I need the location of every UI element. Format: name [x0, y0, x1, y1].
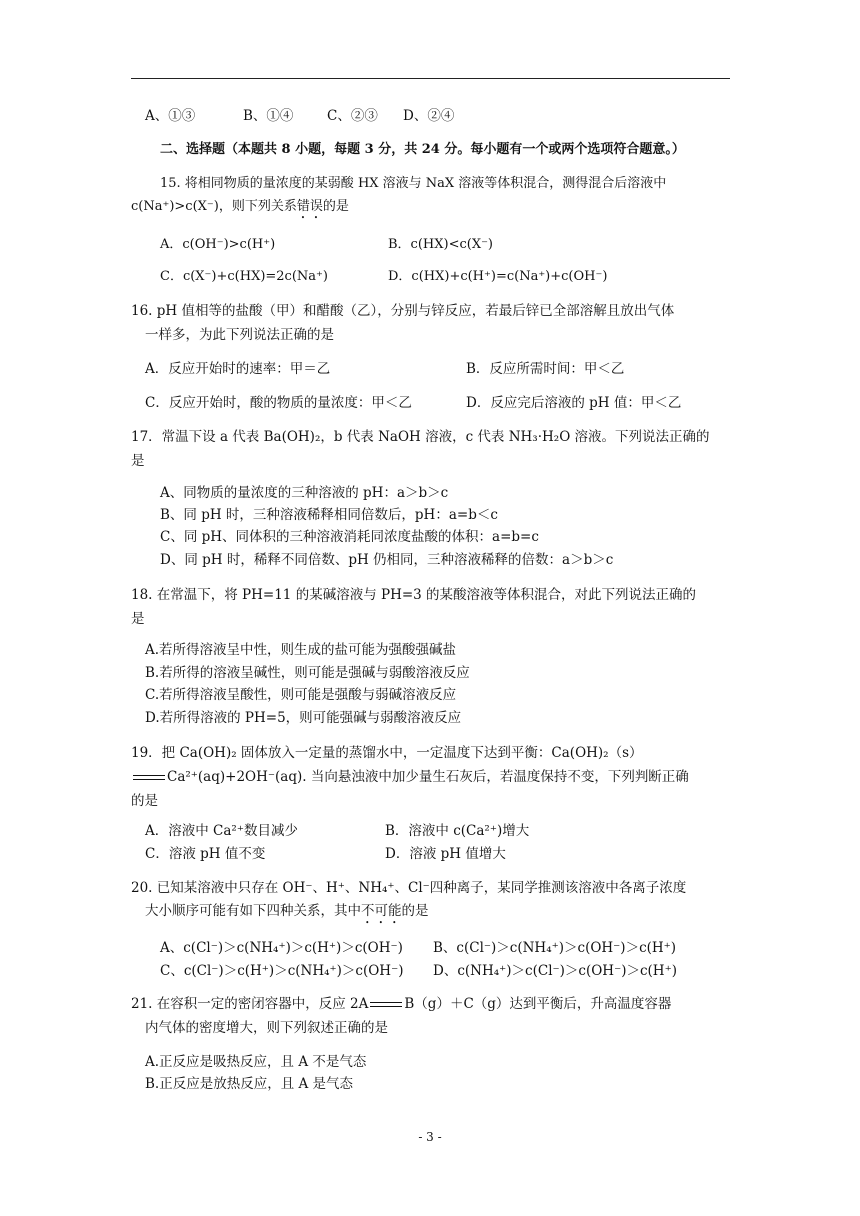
q14-option-b: B、①④	[243, 108, 294, 124]
q20-option-c: C、c(Cl⁻)＞c(H⁺)＞c(NH₄⁺)＞c(OH⁻)	[160, 963, 404, 979]
q16-option-b: B．反应所需时间：甲＜乙	[466, 361, 625, 377]
q20-option-b: B、c(Cl⁻)＞c(NH₄⁺)＞c(OH⁻)＞c(H⁺)	[433, 940, 677, 956]
q19-stem-line1: 19．把 Ca(OH)₂ 固体放入一定量的蒸馏水中，一定温度下达到平衡：Ca(OH)₂（s）	[131, 745, 643, 761]
q17-option-b: B、同 pH 时，三种溶液稀释相同倍数后，pH：a=b＜c	[160, 507, 498, 523]
q21-stem-line2: 内气体的密度增大，则下列叙述正确的是	[145, 1020, 388, 1036]
q21-option-a: A.正反应是吸热反应，且 A 不是气态	[145, 1054, 367, 1070]
q19-option-d: D．溶液 pH 值增大	[385, 846, 506, 862]
equilibrium-arrow-icon	[370, 1000, 402, 1010]
q19-option-b: B．溶液中 c(Ca²⁺)增大	[385, 823, 530, 839]
section-2-title: 二、选择题（本题共 8 小题，每题 3 分，共 24 分。每小题有一个或两个选项符合题意。）	[160, 142, 685, 157]
q19-stem-line3: 的是	[131, 793, 158, 809]
equilibrium-arrow-icon	[133, 773, 165, 783]
q15-stem-line2: c(Na⁺)>c(X⁻)，则下列关系错误的是	[131, 199, 349, 214]
q19-stem-line2: Ca²⁺(aq)+2OH⁻(aq). 当向悬浊液中加少量生石灰后，若温度保持不变，下列判断正确	[131, 768, 689, 786]
q18-option-c: C.若所得溶液呈酸性，则可能是强酸与弱碱溶液反应	[145, 687, 457, 703]
q20-stem-line2: 大小顺序可能有如下四种关系，其中不可能的是	[145, 903, 429, 919]
page-number: - 3 -	[418, 1130, 442, 1144]
q16-option-a: A．反应开始时的速率：甲＝乙	[145, 361, 331, 377]
q18-stem-line1: 18. 在常温下，将 PH=11 的某碱溶液与 PH=3 的某酸溶液等体积混合，对此下列说法正确的	[131, 587, 697, 603]
q17-option-a: A、同物质的量浓度的三种溶液的 pH：a＞b＞c	[160, 485, 449, 501]
q17-option-d: D、同 pH 时，稀释不同倍数、pH 仍相同，三种溶液稀释的倍数：a＞b＞c	[160, 552, 614, 568]
q18-option-d: D.若所得溶液的 PH=5，则可能强碱与弱酸溶液反应	[145, 710, 462, 726]
q17-stem-line1: 17．常温下设 a 代表 Ba(OH)₂，b 代表 NaOH 溶液，c 代表 NH₃·H₂O 溶液。下列说法正确的	[131, 429, 710, 445]
q17-stem-line2: 是	[131, 453, 145, 469]
q14-option-a: A、①③	[145, 108, 196, 124]
q16-option-d: D．反应完后溶液的 pH 值：甲＜乙	[466, 395, 682, 411]
q19-option-a: A．溶液中 Ca²⁺数目减少	[145, 823, 298, 839]
q14-option-d: D、②④	[403, 108, 455, 124]
q16-stem-line2: 一样多，为此下列说法正确的是	[145, 327, 334, 343]
q21-option-b: B.正反应是放热反应，且 A 是气态	[145, 1076, 354, 1092]
header-rule	[131, 78, 730, 79]
q20-option-d: D、c(NH₄⁺)＞c(Cl⁻)＞c(OH⁻)＞c(H⁺)	[433, 963, 677, 979]
q16-stem-line1: 16. pH 值相等的盐酸（甲）和醋酸（乙），分别与锌反应，若最后锌已全部溶解且放出气体	[131, 303, 675, 319]
q20-emphasis: 不可能	[361, 903, 402, 919]
q15-stem-line1: 15. 将相同物质的量浓度的某弱酸 HX 溶液与 NaX 溶液等体积混合，测得混合后溶液中	[160, 176, 667, 191]
q21-stem-line1: 21. 在容积一定的密闭容器中，反应 2A B（g）＋C（g）达到平衡后，升高温度容器	[131, 996, 672, 1012]
q17-option-c: C、同 pH、同体积的三种溶液消耗同浓度盐酸的体积：a=b=c	[160, 529, 539, 545]
q18-option-b: B.若所得的溶液呈碱性，则可能是强碱与弱酸溶液反应	[145, 665, 470, 681]
q18-stem-line2: 是	[131, 611, 145, 627]
q15-option-a: A．c(OH⁻)>c(H⁺)	[160, 237, 276, 252]
q15-option-c: C．c(X⁻)+c(HX)=2c(Na⁺)	[160, 269, 328, 284]
q20-stem-line1: 20. 已知某溶液中只存在 OH⁻、H⁺、NH₄⁺、Cl⁻四种离子，某同学推测该溶液中各离子浓度	[131, 880, 687, 896]
q15-emphasis: 错误	[296, 199, 323, 214]
q18-option-a: A.若所得溶液呈中性，则生成的盐可能为强酸强碱盐	[145, 642, 457, 658]
q14-option-c: C、②③	[327, 108, 378, 124]
q19-option-c: C．溶液 pH 值不变	[145, 846, 266, 862]
q16-option-c: C．反应开始时，酸的物质的量浓度：甲＜乙	[145, 395, 412, 411]
q20-option-a: A、c(Cl⁻)＞c(NH₄⁺)＞c(H⁺)＞c(OH⁻)	[160, 940, 403, 956]
q15-option-d: D．c(HX)+c(H⁺)=c(Na⁺)+c(OH⁻)	[388, 269, 608, 284]
q15-option-b: B．c(HX)<c(X⁻)	[388, 237, 494, 252]
